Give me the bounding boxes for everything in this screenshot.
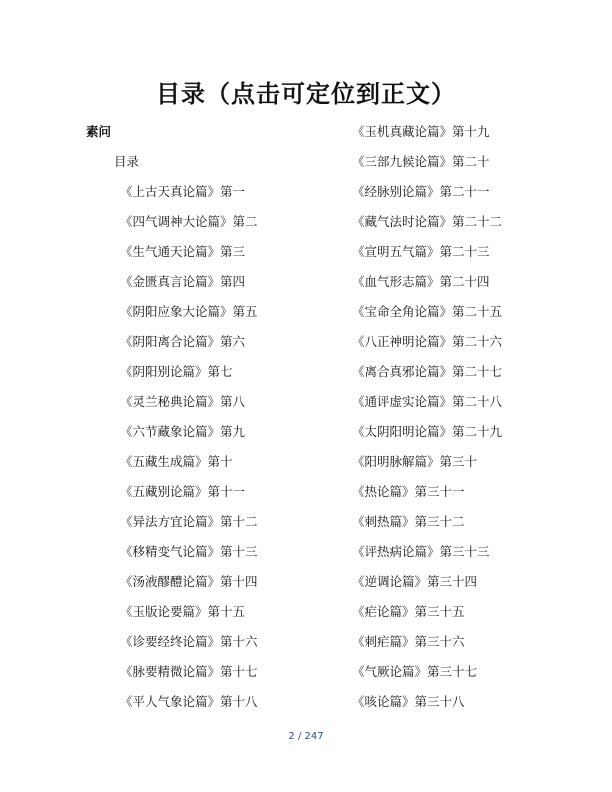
toc-entry-link[interactable]: 《灵兰秘典论篇》第八	[120, 394, 246, 409]
toc-entry-link[interactable]: 《八正神明论篇》第二十六	[352, 334, 503, 349]
toc-entry-link[interactable]: 《玉机真藏论篇》第十九	[352, 124, 490, 139]
page-title: 目录（点击可定位到正文）	[156, 80, 456, 108]
toc-entry-link[interactable]: 《刺疟篇》第三十六	[352, 634, 465, 649]
toc-entry-link[interactable]: 《异法方宜论篇》第十二	[120, 514, 258, 529]
toc-entry-link[interactable]: 《脉要精微论篇》第十七	[120, 664, 258, 679]
toc-entry-link[interactable]: 《刺热篇》第三十二	[352, 514, 465, 529]
toc-sub-entry[interactable]: 目录	[114, 154, 140, 169]
toc-entry-link[interactable]: 《金匮真言论篇》第四	[120, 274, 246, 289]
toc-entry-link[interactable]: 《咳论篇》第三十八	[352, 694, 465, 709]
toc-entry-link[interactable]: 《评热病论篇》第三十三	[352, 544, 490, 559]
toc-entry-link[interactable]: 《热论篇》第三十一	[352, 484, 465, 499]
toc-entry-link[interactable]: 《四气调神大论篇》第二	[120, 214, 258, 229]
toc-entry-link[interactable]: 《逆调论篇》第三十四	[352, 574, 478, 589]
toc-entry-link[interactable]: 《太阴阳明论篇》第二十九	[352, 424, 503, 439]
toc-entry-link[interactable]: 《离合真邪论篇》第二十七	[352, 364, 503, 379]
toc-entry-link[interactable]: 《气厥论篇》第三十七	[352, 664, 478, 679]
toc-entry-link[interactable]: 《五藏别论篇》第十一	[120, 484, 246, 499]
toc-entry-link[interactable]: 《宝命全角论篇》第二十五	[352, 304, 503, 319]
toc-entry-link[interactable]: 《诊要经终论篇》第十六	[120, 634, 258, 649]
toc-entry-link[interactable]: 《阴阳别论篇》第七	[120, 364, 233, 379]
toc-entry-link[interactable]: 《汤液醪醴论篇》第十四	[120, 574, 258, 589]
toc-entry-link[interactable]: 《玉版论要篇》第十五	[120, 604, 246, 619]
toc-entry-link[interactable]: 《宣明五气篇》第二十三	[352, 244, 490, 259]
toc-entry-link[interactable]: 《三部九候论篇》第二十	[352, 154, 490, 169]
toc-entry-link[interactable]: 《阴阳离合论篇》第六	[120, 334, 246, 349]
toc-entry-link[interactable]: 《六节藏象论篇》第九	[120, 424, 246, 439]
toc-entry-link[interactable]: 《平人气象论篇》第十八	[120, 694, 258, 709]
toc-entry-link[interactable]: 《血气形志篇》第二十四	[352, 274, 490, 289]
toc-entry-link[interactable]: 《疟论篇》第三十五	[352, 604, 465, 619]
toc-entry-link[interactable]: 《上古天真论篇》第一	[120, 184, 246, 199]
toc-left-column	[86, 120, 258, 720]
toc-entry-link[interactable]: 《生气通天论篇》第三	[120, 244, 246, 259]
toc-entry-link[interactable]: 《移精变气论篇》第十三	[120, 544, 258, 559]
toc-right-column	[352, 120, 502, 720]
toc-entry-link[interactable]: 《经脉别论篇》第二十一	[352, 184, 490, 199]
page-indicator: 2 / 247	[288, 731, 324, 742]
toc-entry-link[interactable]: 《藏气法时论篇》第二十二	[352, 214, 503, 229]
toc-entry-link[interactable]: 《通评虚实论篇》第二十八	[352, 394, 503, 409]
toc-section-heading[interactable]: 素问	[86, 124, 112, 139]
toc-entry-link[interactable]: 《阴阳应象大论篇》第五	[120, 304, 258, 319]
toc-entry-link[interactable]: 《五藏生成篇》第十	[120, 454, 233, 469]
toc-entry-link[interactable]: 《阳明脉解篇》第三十	[352, 454, 478, 469]
